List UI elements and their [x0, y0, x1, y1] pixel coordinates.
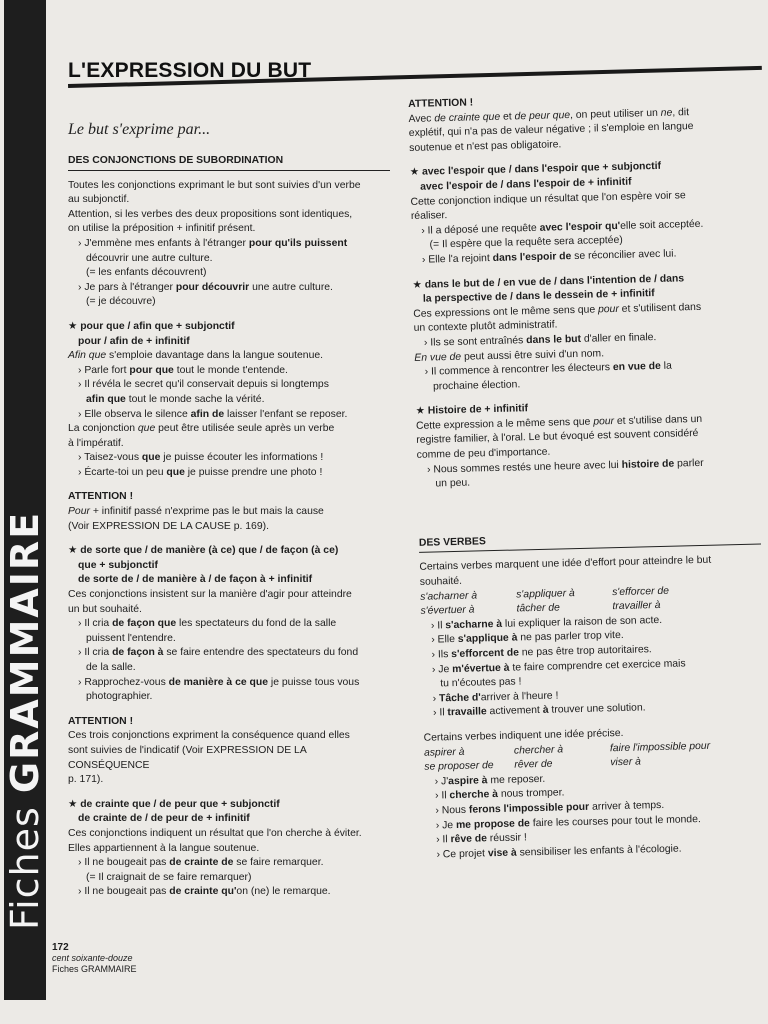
- example: › Ce projet vise à sensibiliser les enfants à l'écologie.: [436, 843, 682, 861]
- example: › Elle observa le silence afin de laisser l'enfant se reposer.: [78, 408, 348, 420]
- block-title-subjonctif: que + subjonctif: [78, 559, 158, 571]
- example: › Il cria de façon que les spectateurs du fond de la salle: [78, 618, 337, 630]
- example: › J'aspire à me reposer.: [434, 773, 546, 788]
- side-band-label: [4, 511, 46, 930]
- verb-item: s'acharner à: [420, 590, 478, 603]
- text-line: Avec de crainte que et de peur que, on peut utiliser un ne, dit: [408, 106, 690, 125]
- page-number: 172: [52, 942, 69, 953]
- verb-item: faire l'impossible pour: [609, 740, 711, 754]
- example: › J'emmène mes enfants à l'étranger pour qu'ils puissent: [78, 237, 348, 249]
- page-number-words: cent soixante-douze: [52, 953, 133, 963]
- example: › Il ne bougeait pas de crainte qu'on (ne) le remarque.: [78, 886, 331, 898]
- side-band: [4, 0, 46, 1000]
- example: › Parle fort pour que tout le monde t'entende.: [78, 364, 288, 376]
- example: › Nous sommes restés une heure avec lui histoire de parler: [426, 457, 704, 476]
- example: › Il travaille activement à trouver une solution.: [432, 702, 646, 719]
- example: › Je me propose de faire les courses pour tout le monde.: [435, 813, 701, 832]
- example-cont: prochaine élection.: [432, 379, 521, 393]
- verb-item: s'appliquer à: [516, 587, 575, 601]
- verb-item: s'efforcer de: [612, 585, 670, 598]
- example: › Je pars à l'étranger pour découvrir une autre culture.: [78, 281, 333, 293]
- text-line: Ces expressions ont le même sens que pour et s'utilisent dans: [413, 301, 702, 320]
- example-note: (= je découvre): [86, 296, 156, 308]
- text-line: registre familier, à l'oral. Le but évoqué est souvent considéré: [416, 428, 699, 447]
- text-line: En vue de peut aussi être suivi d'un nom.: [414, 347, 605, 364]
- verb-item: chercher à: [513, 743, 564, 757]
- block-title-pour: pour / afin de + infinitif: [78, 335, 190, 347]
- text-line: Afin que s'emploie davantage dans la langue soutenue.: [68, 350, 324, 362]
- example: › Il ne bougeait pas de crainte de se faire remarquer.: [78, 857, 324, 869]
- verb-item: s'évertuer à: [420, 604, 475, 618]
- example: › Je m'évertue à te faire comprendre cet exercice mais: [431, 657, 686, 676]
- example: › Ils se sont entraînés dans le but d'aller en finale.: [423, 331, 657, 349]
- text-line: Cette expression a le même sens que pour et s'utilise dans un: [415, 413, 703, 432]
- side-band-part2: GRAMMAIRE: [3, 510, 47, 794]
- block-title-dans-le-but: ★ dans le but de / en vue de / dans l'intention de / dans: [412, 272, 685, 291]
- example: › Tâche d'arriver à l'heure !: [432, 690, 559, 705]
- example: › Rapprochez-vous de manière à ce que je puisse tous vous: [78, 676, 360, 688]
- text-line: Ces trois conjonctions expriment la conséquence quand elles: [68, 730, 350, 742]
- example: › Elle s'applique à ne pas parler trop vite.: [431, 630, 624, 646]
- block-title-espoir-que: ★ avec l'espoir que / dans l'espoir que + subjonctif: [409, 161, 662, 179]
- example: › Il s'acharne à lui expliquer la raison de son acte.: [430, 614, 663, 632]
- example: › Elle l'a rejoint dans l'espoir de se réconcilier avec lui.: [421, 248, 677, 266]
- text-line: à l'impératif.: [68, 437, 124, 449]
- text-line: p. 171).: [68, 774, 104, 786]
- side-band-part1: Fiches: [3, 793, 47, 930]
- block-title-histoire-de: ★ Histoire de + infinitif: [415, 403, 529, 418]
- example-note: (= les enfants découvrent): [86, 267, 207, 279]
- example-cont: photographier.: [86, 691, 153, 703]
- example-note: (= Il craignait de se faire remarquer): [86, 871, 252, 883]
- example: › Il commence à rencontrer les électeurs en vue de la: [424, 360, 672, 378]
- example: › Il cherche à nous tromper.: [434, 787, 565, 802]
- block-title-de-sorte-que: ★ de sorte que / de manière (à ce) que / de façon (à ce): [68, 545, 339, 557]
- text-line: Elles appartiennent à la langue soutenue.: [68, 842, 260, 854]
- series-name: Fiches GRAMMAIRE: [52, 964, 137, 974]
- text-line: (Voir EXPRESSION DE LA CAUSE p. 169).: [68, 520, 269, 532]
- example: › Il a déposé une requête avec l'espoir qu'elle soit acceptée.: [421, 218, 704, 237]
- text-line: Pour + infinitif passé n'exprime pas le but mais la cause: [68, 506, 324, 518]
- example-cont: tu n'écoutes pas !: [440, 676, 522, 690]
- text-line: Toutes les conjonctions exprimant le but sont suivies d'un verbe: [68, 179, 361, 191]
- text-line: soutenue et n'est pas obligatoire.: [409, 139, 562, 154]
- example-cont: un peu.: [435, 477, 471, 490]
- text-line: sont suivies de l'indicatif (Voir EXPRESSION DE LA CONSÉQUENCE: [68, 744, 307, 771]
- subtitle: Le but s'exprime par...: [68, 121, 211, 138]
- example-cont: découvrir une autre culture.: [86, 252, 213, 264]
- example: › Il révéla le secret qu'il conservait depuis si longtemps: [78, 379, 329, 391]
- text-line: Certains verbes indiquent une idée précise.: [423, 727, 624, 744]
- example: › Nous ferons l'impossible pour arriver à temps.: [435, 799, 665, 817]
- text-line: comme de peu d'importance.: [416, 446, 551, 461]
- block-title-pour-que: ★ pour que / afin que + subjonctif: [68, 320, 235, 332]
- verb-item: aspirer à: [423, 746, 465, 759]
- verb-item: se proposer de: [424, 760, 494, 773]
- block-title-de-crainte-de: de crainte de / de peur de + infinitif: [78, 813, 250, 825]
- text-line: réaliser.: [410, 210, 448, 223]
- text-line: Ces conjonctions insistent sur la manière d'agir pour atteindre: [68, 589, 352, 601]
- example: › Il rêve de réussir !: [436, 832, 527, 846]
- page-footer: [52, 942, 137, 975]
- text-line: au subjonctif.: [68, 194, 130, 206]
- attention-heading: ATTENTION !: [68, 715, 134, 727]
- example-cont: de la salle.: [86, 662, 136, 673]
- text-line: explétif, qui n'a pas de valeur négative ; il s'emploie en langue: [408, 121, 694, 140]
- example: › Taisez-vous que je puisse écouter les informations !: [78, 452, 324, 464]
- text-line: souhaité.: [419, 575, 463, 588]
- text-line: un but souhaité.: [68, 603, 142, 615]
- verb-item: viser à: [610, 756, 642, 769]
- text-line: on utilise la préposition + infinitif présent.: [68, 223, 256, 235]
- text-line: Cette conjonction indique un résultat que l'on espère voir se: [410, 189, 686, 208]
- text-line: un contexte plutôt administratif.: [413, 319, 558, 335]
- block-title-espoir-de: avec l'espoir de / dans l'espoir de + infinitif: [420, 176, 632, 193]
- text-line: La conjonction que peut être utilisée seule après un verbe: [68, 423, 335, 435]
- text-line: Certains verbes marquent une idée d'effort pour atteindre le but: [419, 555, 712, 574]
- example: › Écarte-toi un peu que je puisse prendre une photo !: [78, 466, 323, 478]
- left-column: [68, 120, 390, 900]
- verb-item: travailler à: [612, 600, 661, 613]
- attention-heading: ATTENTION !: [68, 491, 134, 503]
- section-heading-conjonctions: DES CONJONCTIONS DE SUBORDINATION: [68, 154, 390, 171]
- block-title-de-crainte-que: ★ de crainte que / de peur que + subjonctif: [68, 798, 280, 810]
- attention-heading: ATTENTION !: [408, 97, 474, 110]
- example-cont: puissent l'entendre.: [86, 632, 176, 644]
- text-line: Attention, si les verbes des deux propositions sont identiques,: [68, 208, 353, 220]
- example: › Il cria de façon à se faire entendre des spectateurs du fond: [78, 647, 359, 659]
- section-heading-verbes: DES VERBES: [419, 528, 761, 553]
- block-title-perspective: la perspective de / dans le dessein de + infinitif: [422, 288, 655, 305]
- verb-item: rêver de: [514, 758, 553, 771]
- page-title: L'EXPRESSION DU BUT: [68, 59, 312, 82]
- block-title-infinitif: de sorte de / de manière à / de façon à + infinitif: [78, 574, 313, 586]
- text-line: Ces conjonctions indiquent un résultat que l'on cherche à éviter.: [68, 827, 362, 839]
- example: › Ils s'efforcent de ne pas être trop autoritaires.: [431, 644, 652, 661]
- right-column: [408, 90, 768, 863]
- example-cont: afin que tout le monde sache la vérité.: [86, 393, 265, 405]
- example-note: (= Il espère que la requête sera acceptée): [429, 235, 623, 251]
- verb-item: tâcher de: [516, 602, 560, 615]
